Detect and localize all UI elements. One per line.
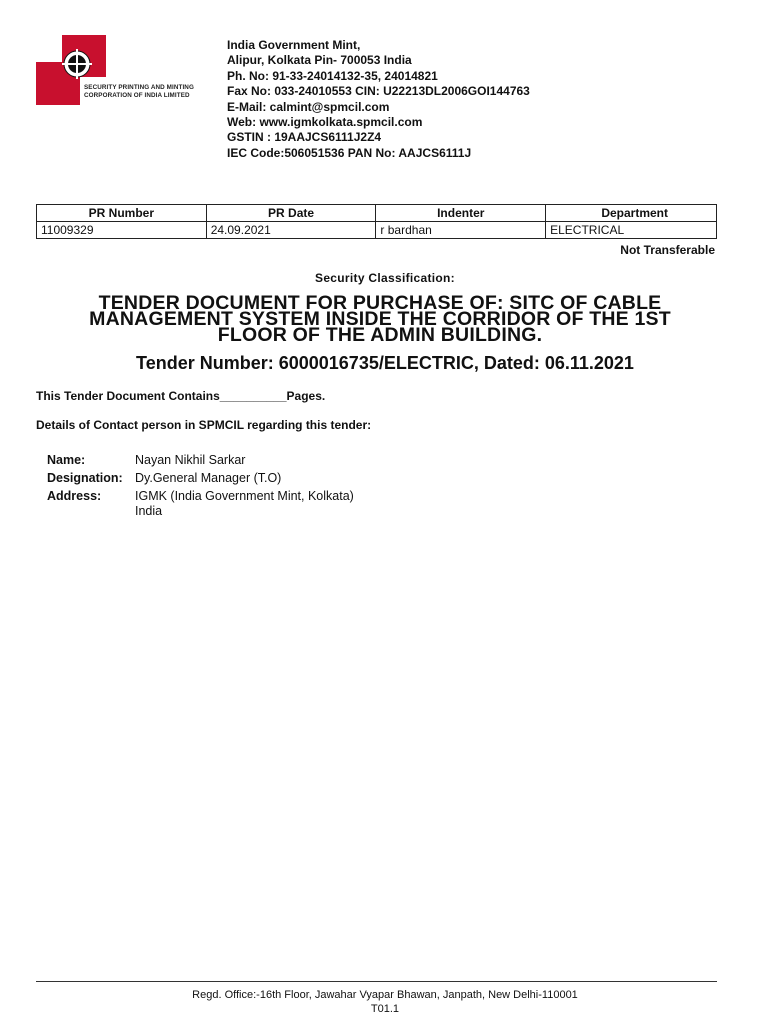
address-line: Alipur, Kolkata Pin- 700053 India — [227, 53, 412, 68]
footer-divider — [36, 981, 717, 982]
column-header: PR Date — [206, 205, 376, 222]
table-row — [37, 222, 717, 239]
footer — [0, 988, 770, 1016]
web-line: Web: www.igmkolkata.spmcil.com — [227, 114, 423, 129]
contact-details — [47, 451, 354, 517]
phone-line: Ph. No: 91-33-24014132-35, 24014821 — [227, 68, 438, 83]
designation-value: Dy.General Manager (T.O) — [135, 471, 282, 485]
contact-heading: Details of Contact person in SPMCIL regarding this tender: — [36, 418, 372, 432]
page-count-statement: This Tender Document Contains__________Pages. — [36, 389, 326, 403]
column-header: PR Number — [37, 205, 207, 222]
address-value-line2: India — [135, 504, 163, 518]
email-line: E-Mail: calmint@spmcil.com — [227, 99, 390, 114]
table-header-row — [37, 205, 717, 222]
designation-label: Designation: — [47, 471, 123, 485]
tender-title-line: MANAGEMENT SYSTEM INSIDE THE CORRIDOR OF THE 1ST — [89, 308, 671, 330]
iec-pan-line: IEC Code:506051536 PAN No: AAJCS6111J — [227, 145, 472, 160]
registered-office: Regd. Office:-16th Floor, Jawahar Vyapar Bhawan, Janpath, New Delhi-110001 — [192, 989, 578, 1001]
pr-date-cell: 24.09.2021 — [206, 222, 376, 239]
address-label: Address: — [47, 489, 102, 503]
tender-title-line: TENDER DOCUMENT FOR PURCHASE OF: SITC OF CABLE — [98, 292, 662, 314]
pr-details-table — [36, 204, 717, 239]
tender-title — [40, 292, 720, 346]
security-classification-label: Security Classification: — [315, 271, 455, 285]
address-value: IGMK (India Government Mint, Kolkata) — [135, 489, 354, 503]
address-line: India Government Mint, — [227, 38, 361, 52]
name-value: Nayan Nikhil Sarkar — [135, 453, 246, 467]
logo-caption-line1: SECURITY PRINTING AND MINTING — [84, 84, 194, 91]
company-address-block — [227, 38, 530, 161]
not-transferable-label: Not Transferable — [620, 243, 715, 257]
logo-caption — [84, 84, 194, 100]
fax-cin-line: Fax No: 033-24010553 CIN: U22213DL2006GOI144763 — [227, 84, 530, 99]
name-label: Name: — [47, 453, 86, 467]
tender-title-line: FLOOR OF THE ADMIN BUILDING. — [217, 324, 543, 346]
logo-caption-line2: CORPORATION OF INDIA LIMITED — [84, 92, 190, 99]
contact-designation-row — [47, 469, 354, 487]
document-code: T01.1 — [370, 1003, 400, 1015]
contact-address-row — [47, 487, 354, 505]
pr-number-cell: 11009329 — [37, 222, 207, 239]
indenter-cell: r bardhan — [376, 222, 546, 239]
column-header: Indenter — [376, 205, 546, 222]
gstin-line: GSTIN : 19AAJCS6111J2Z4 — [227, 130, 382, 145]
contact-name-row — [47, 451, 354, 469]
column-header: Department — [546, 205, 717, 222]
tender-number: Tender Number: 6000016735/ELECTRIC, Dated: 06.11.2021 — [136, 353, 634, 373]
department-cell: ELECTRICAL — [546, 222, 717, 239]
